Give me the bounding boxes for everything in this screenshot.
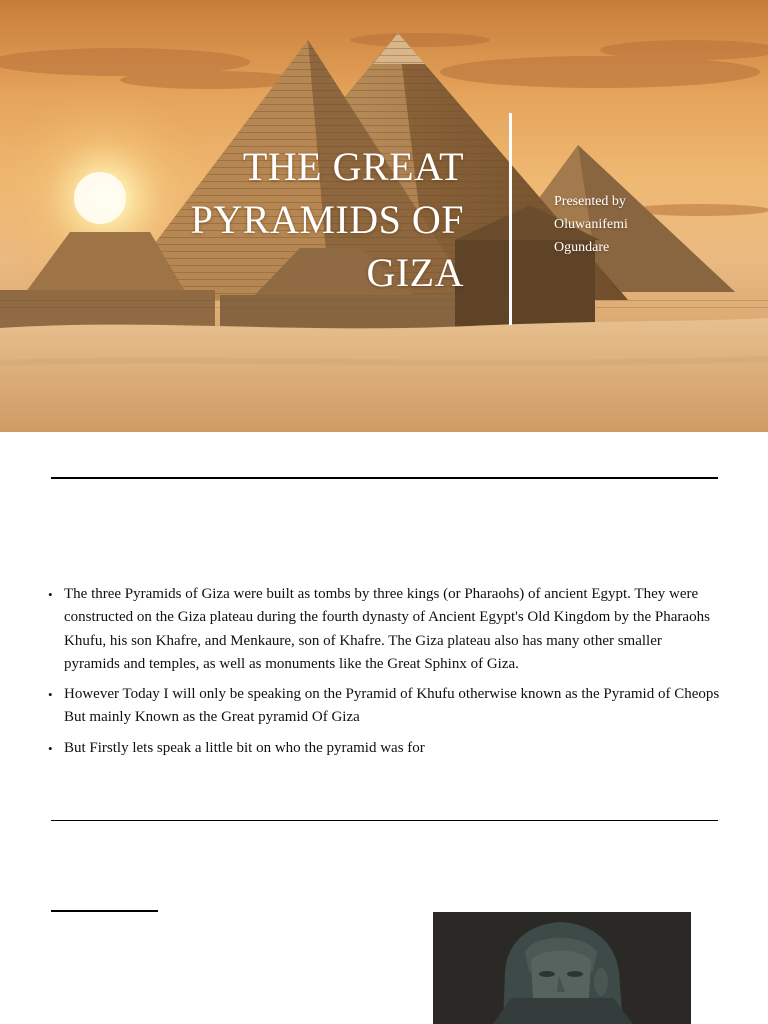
bullet-icon: •	[48, 740, 53, 756]
bullet-list	[48, 583, 720, 767]
title-line-3: GIZA	[366, 250, 464, 295]
list-item	[48, 683, 720, 730]
bullet-icon: •	[48, 587, 53, 602]
presenter-line-1: Presented by	[554, 194, 626, 209]
vertical-divider	[509, 113, 512, 325]
slide-top-rule	[51, 477, 718, 479]
bullet-text: But Firstly lets speak a little bit on who the pyramid was for	[64, 739, 425, 756]
bullet-text: However Today I will only be speaking on the Pyramid of Khufu otherwise known as the Pyramid of Cheops But mainly Known as the Great pyramid Of Giza	[64, 686, 720, 726]
pharaoh-statue-photo	[433, 912, 691, 1024]
presenter-line-2: Oluwanifemi	[554, 217, 628, 232]
bullet-text: The three Pyramids of Giza were built as tombs by three kings (or Pharaohs) of ancient Egypt. They were constructed on the Giza plateau during the fourth dynasty of Ancient Egypt's Old Kingdom by the Pharaohs Khufu, his son Khafre, and Menkaure, son of Khafre. The Giza plateau also has many other smaller pyramids and temples, as well as monuments like the Great Sphinx of Giza.	[64, 586, 710, 672]
bullet-icon: •	[48, 687, 53, 703]
slide-title-underline	[51, 910, 158, 912]
slide-title	[134, 140, 464, 299]
list-item	[48, 583, 720, 676]
title-line-2: PYRAMIDS OF	[190, 197, 464, 242]
presenter-line-3: Ogundare	[554, 240, 610, 255]
presenter-block	[554, 190, 734, 259]
statue-icon	[433, 912, 691, 1024]
slide-bottom-rule	[51, 820, 718, 821]
list-item	[48, 737, 720, 760]
title-slide	[0, 0, 768, 432]
title-line-1: THE GREAT	[242, 144, 464, 189]
